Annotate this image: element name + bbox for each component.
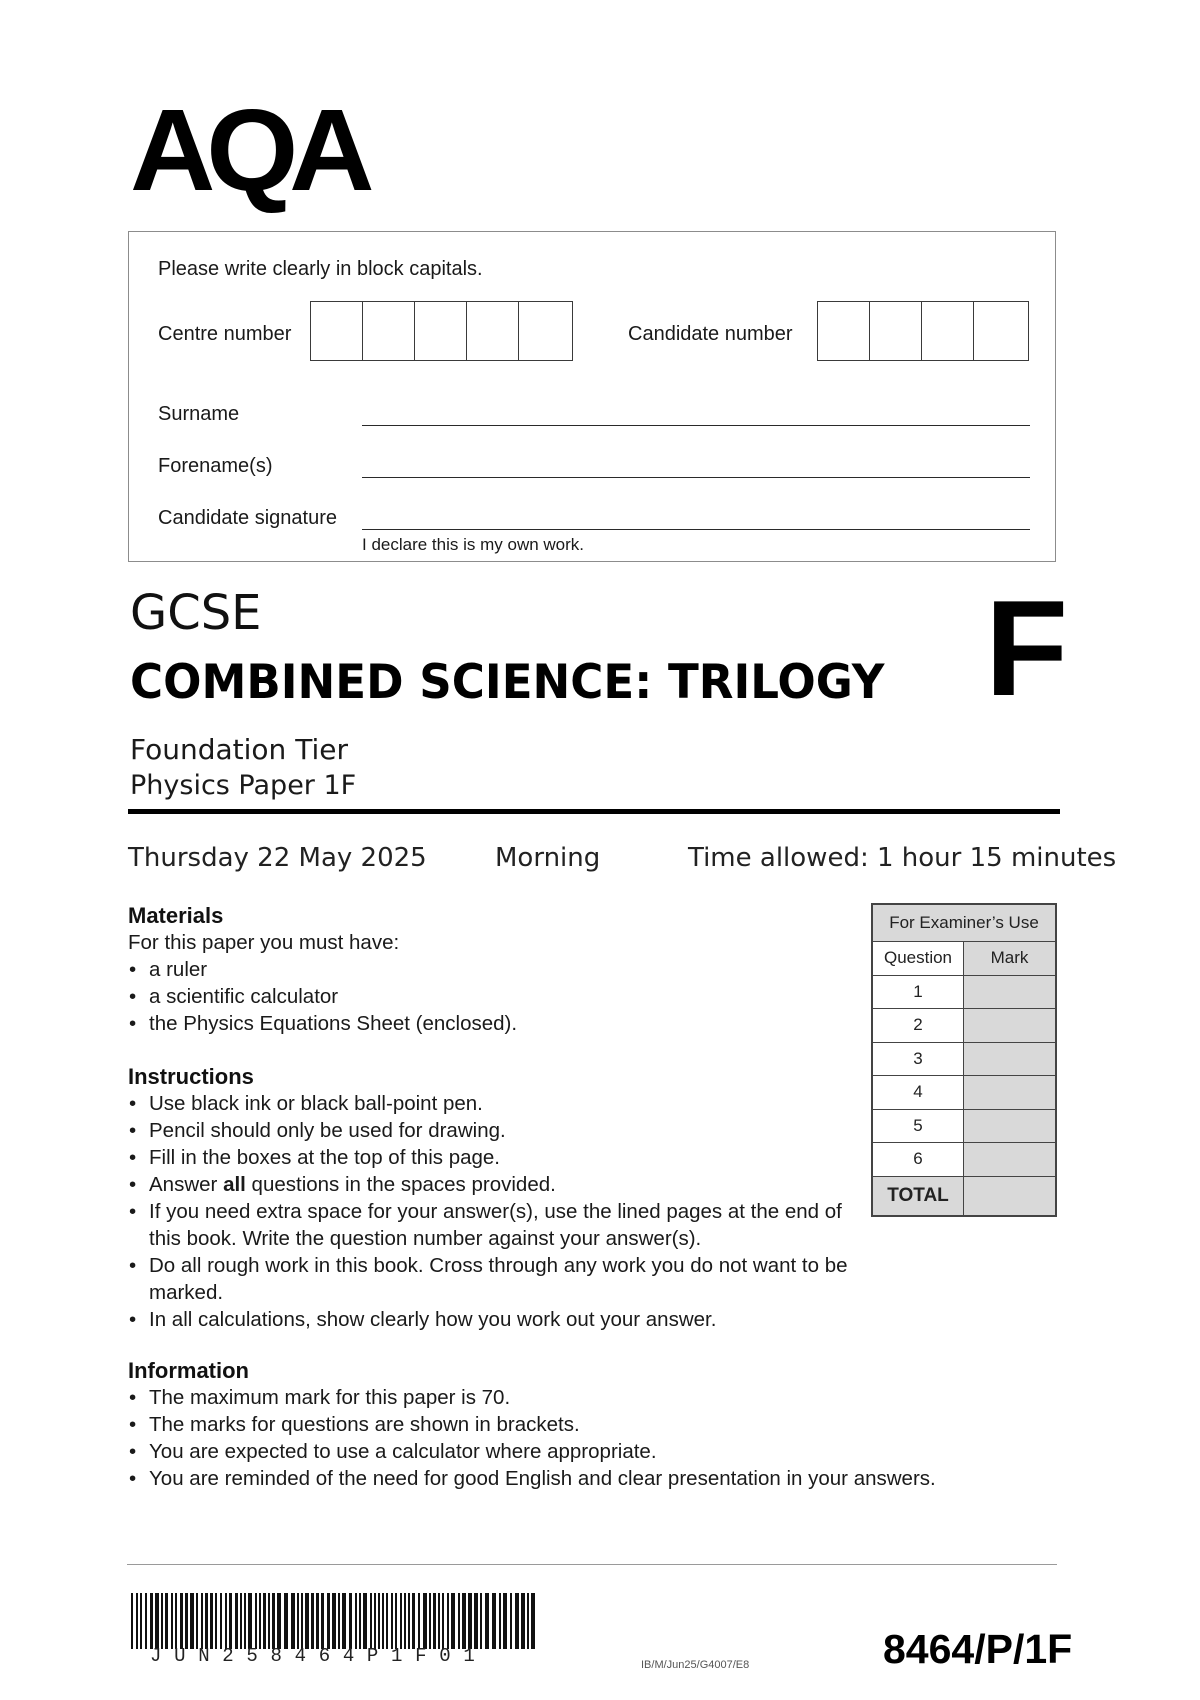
total-label: TOTAL [872,1176,964,1216]
barcode-bar [462,1593,466,1649]
mark-cell [964,1042,1057,1076]
signature-line[interactable] [362,529,1030,530]
aqa-logo: AQA [130,85,366,215]
barcode-bar [205,1593,208,1649]
barcode-bar [429,1593,431,1649]
information-item: • You are expected to use a calculator where appropriate. [128,1438,1008,1465]
materials-item: • a scientific calculator [128,983,848,1010]
barcode-bar [215,1593,217,1649]
barcode-bar [175,1593,177,1649]
centre-number-label: Centre number [158,323,292,345]
information-item: • The marks for questions are shown in brackets. [128,1411,1008,1438]
barcode-bar [355,1593,357,1649]
instructions-item: • In all calculations, show clearly how you work out your answer. [128,1306,848,1333]
barcode-bar [301,1593,303,1649]
barcode-bar [515,1593,519,1649]
barcode-bar [510,1593,512,1649]
barcode-bar [190,1593,194,1649]
barcode-bar [321,1593,324,1649]
forenames-line[interactable] [362,477,1030,478]
information-item: • The maximum mark for this paper is 70. [128,1384,1008,1411]
barcode-bar [263,1593,266,1649]
materials-heading: Materials [128,903,224,928]
instructions-item: • Fill in the boxes at the top of this page. [128,1144,848,1171]
barcode-bar [474,1593,478,1649]
materials-item: • a ruler [128,956,848,983]
instructions-item: • Use black ink or black ball-point pen. [128,1090,848,1117]
mark-cell [964,1076,1057,1110]
barcode-bar [145,1593,147,1649]
barcode-bar [311,1593,314,1649]
barcode-bar [332,1593,336,1649]
instructions-item: • Do all rough work in this book. Cross through any work you do not want to be marked. [128,1252,848,1306]
question-number: 4 [872,1076,964,1110]
barcode-bar [155,1593,159,1649]
barcode-bar [180,1593,183,1649]
signature-label: Candidate signature [158,507,338,529]
barcode-bar [305,1593,309,1649]
barcode-bar [277,1593,281,1649]
paper-code: 8464/P/1F [883,1626,1073,1672]
candidate-number-label: Candidate number [628,323,793,345]
barcode-bar [235,1593,238,1649]
mark-cell [964,1109,1057,1143]
barcode-bar [229,1593,232,1649]
forenames-label: Forename(s) [158,455,273,477]
header-divider [128,809,1060,814]
barcode-bar [140,1593,142,1649]
information-section [128,1358,1008,1492]
instructions-item: • Pencil should only be used for drawing. [128,1117,848,1144]
tier-letter: F [985,572,1069,724]
barcode-bar [412,1593,415,1649]
barcode-bar [480,1593,482,1649]
barcode-bar [131,1593,133,1649]
centre-number-digit[interactable] [467,302,519,360]
barcode-bar [291,1593,295,1649]
question-number: 6 [872,1143,964,1177]
barcode-bar [438,1593,440,1649]
mark-cell [964,1143,1057,1177]
barcode-bar [408,1593,410,1649]
question-number: 2 [872,1009,964,1043]
barcode-bar [363,1593,367,1649]
barcode-bar [225,1593,227,1649]
centre-number-digit[interactable] [311,302,363,360]
question-number: 1 [872,975,964,1009]
barcode-bar [370,1593,372,1649]
barcode-bar [185,1593,188,1649]
instructions-item: • If you need extra space for your answer(s), use the lined pages at the end of this book. Write the question number against your answer(s). [128,1198,848,1252]
reference-code: IB/M/Jun25/G4007/E8 [641,1659,750,1671]
barcode-bar [268,1593,270,1649]
materials-item: • the Physics Equations Sheet (enclosed). [128,1010,848,1037]
barcode-bar [316,1593,319,1649]
barcode-bar [161,1593,163,1649]
barcode-bar [171,1593,173,1649]
candidate-number-digit[interactable] [818,302,870,360]
barcode-bar [527,1593,529,1649]
barcode-bar [297,1593,299,1649]
declaration-text: I declare this is my own work. [362,535,585,554]
examiner-use-table [871,903,1057,1217]
barcode-bar [248,1593,252,1649]
tier-name: Foundation Tier [130,733,348,766]
materials-intro: For this paper you must have: [128,931,400,954]
barcode-bar [451,1593,455,1649]
barcode-bar [395,1593,397,1649]
barcode-bar [342,1593,346,1649]
barcode-bar [150,1593,153,1649]
qualification-title: GCSE [130,585,262,641]
barcode-bar [468,1593,472,1649]
instructions-heading: Instructions [128,1064,254,1089]
mark-cell [964,975,1057,1009]
barcode-bar [492,1593,496,1649]
paper-name: Physics Paper 1F [130,770,357,801]
barcode-bar [521,1593,525,1649]
barcode-bar [284,1593,288,1649]
barcode-bar [220,1593,222,1649]
block-capitals-instruction: Please write clearly in block capitals. [158,258,483,280]
barcode-bar [210,1593,213,1649]
barcode-bar [374,1593,376,1649]
candidate-details-box [128,231,1056,562]
barcode-bar [165,1593,168,1649]
barcode-bar [255,1593,257,1649]
barcode-bar [359,1593,361,1649]
barcode-text: JUN258464P1F01 [150,1645,488,1667]
centre-number-boxes[interactable] [310,301,573,361]
barcode-bar [259,1593,261,1649]
centre-number-digit[interactable] [519,302,571,360]
subject-title: COMBINED SCIENCE: TRILOGY [130,655,885,710]
surname-label: Surname [158,403,240,425]
barcode-bar [327,1593,330,1649]
barcode-bar [244,1593,246,1649]
barcode-bar [349,1593,352,1649]
materials-section [128,903,848,1037]
barcode-bar [338,1593,340,1649]
information-item: • You are reminded of the need for good English and clear presentation in your answers. [128,1465,1008,1492]
candidate-number-digit[interactable] [870,302,922,360]
barcode-bar [531,1593,535,1649]
barcode-bar [458,1593,460,1649]
barcode-bar [201,1593,203,1649]
barcode-bar [400,1593,402,1649]
candidate-number-boxes[interactable] [817,301,1029,361]
barcode-bar [418,1593,420,1649]
barcode-bar [196,1593,198,1649]
barcode-bar [433,1593,436,1649]
centre-number-digit[interactable] [363,302,415,360]
barcode-bar [386,1593,388,1649]
examiner-table-title: For Examiner’s Use [872,904,1056,942]
candidate-number-digit[interactable] [922,302,974,360]
exam-date: Thursday 22 May 2025 [128,843,427,873]
question-number: 3 [872,1042,964,1076]
footer-divider [127,1564,1057,1565]
question-column-header: Question [872,942,964,976]
barcode-bar [503,1593,507,1649]
centre-number-digit[interactable] [415,302,467,360]
candidate-number-digit[interactable] [974,302,1026,360]
barcode-bar [442,1593,444,1649]
mark-cell [964,1009,1057,1043]
instructions-section [128,1064,848,1333]
barcode-bar [240,1593,242,1649]
barcode-bar [447,1593,449,1649]
barcode-bar [404,1593,406,1649]
question-number: 5 [872,1109,964,1143]
time-allowed: Time allowed: 1 hour 15 minutes [688,843,1117,873]
barcode-bar [272,1593,275,1649]
exam-session: Morning [495,843,601,873]
barcode [131,1593,535,1649]
information-heading: Information [128,1358,249,1383]
total-mark-cell [964,1176,1057,1216]
barcode-bar [485,1593,489,1649]
instructions-item: • Answer all questions in the spaces provided. [128,1171,848,1198]
barcode-bar [378,1593,380,1649]
barcode-bar [136,1593,138,1649]
barcode-bar [382,1593,384,1649]
barcode-bar [391,1593,393,1649]
surname-line[interactable] [362,425,1030,426]
barcode-bar [499,1593,501,1649]
barcode-bar [423,1593,427,1649]
mark-column-header: Mark [964,942,1057,976]
